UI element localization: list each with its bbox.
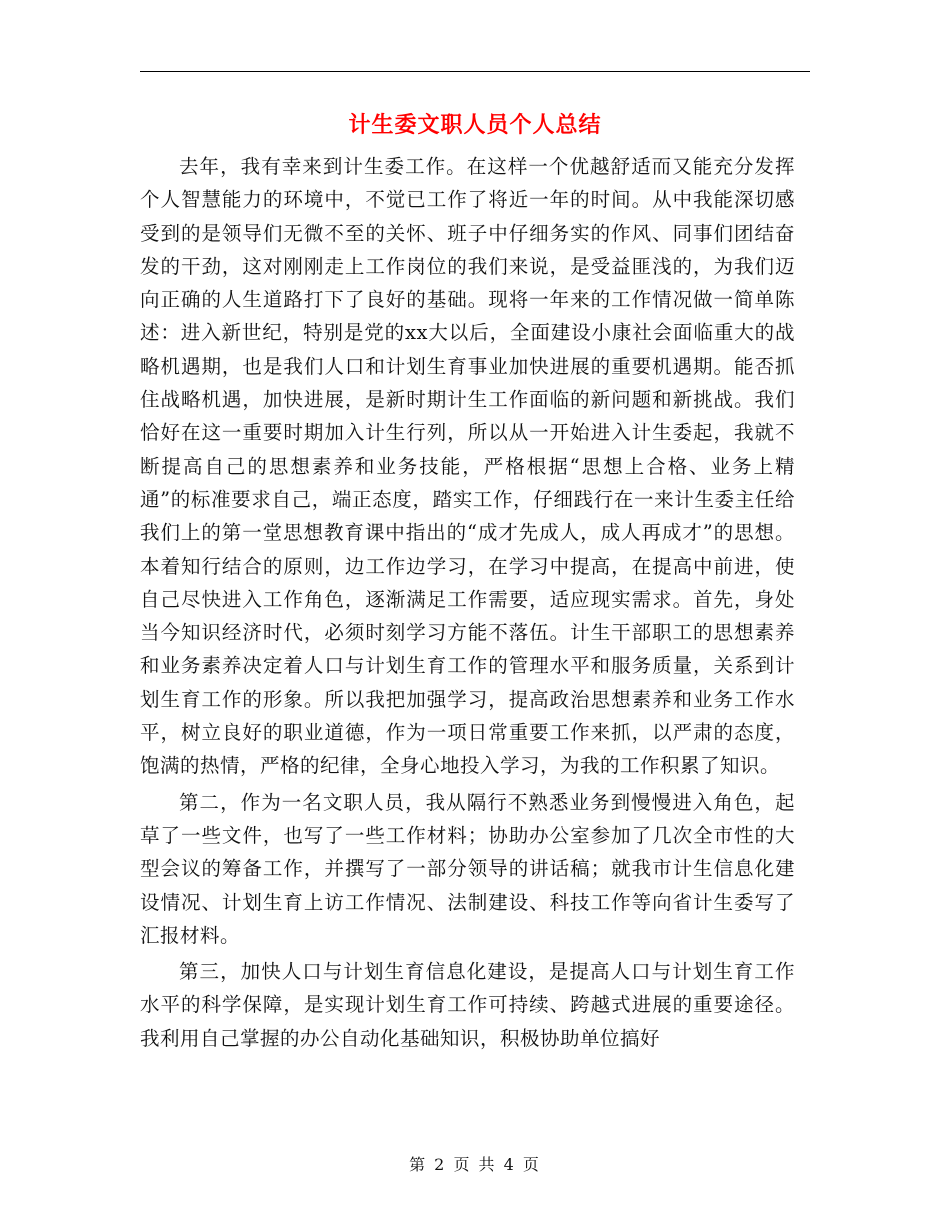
paragraph-3: 第三，加快人口与计划生育信息化建设，是提高人口与计划生育工作水平的科学保障，是实现计划生育工作可持续、跨越式进展的重要途径。我利用自己掌握的办公自动化基础知识，积极协助单位搞好 xyxy=(140,960,795,1050)
paragraph-1: 去年，我有幸来到计生委工作。在这样一个优越舒适而又能充分发挥个人智慧能力的环境中，不觉已工作了将近一年的时间。从中我能深切感受到的是领导们无微不至的关怀、班子中仔细务实的作风、同事们团结奋发的干劲，这对刚刚走上工作岗位的我们来说，是受益匪浅的，为我们迈向正确的人生道路打下了良好的基础。现将一年来的工作情况做一简单陈述：进入新世纪，特别是党的xx大以后，全面建设小康社会面临重大的战略机遇期，也是我们人口和计划生育事业加快进展的重要机遇期。能否抓住战略机遇，加快进展，是新时期计生工作面临的新问题和新挑战。我们恰好在这一重要时期加入计生行列，所以从一开始进入计生委起，我就不断提高自己的思想素养和业务技能，严格根据“思想上合格、业务上精通”的标准要求自己，端正态度，踏实工作，仔细践行在一来计生委主任给我们上的第一堂思想教育课中指出的“成才先成人，成人再成才”的思想。本着知行结合的原则，边工作边学习，在学习中提高，在提高中前进，使自己尽快进入工作角色，逐渐满足工作需要，适应现实需求。首先，身处当今知识经济时代，必须时刻学习方能不落伍。计生干部职工的思想素养和业务素养决定着人口与计划生育工作的管理水平和服务质量，关系到计划生育工作的形象。所以我把加强学习，提高政治思想素养和业务工作水平，树立良好的职业道德，作为一项日常重要工作来抓，以严肃的态度，饱满的热情，严格的纪律，全身心地投入学习，为我的工作积累了知识。 xyxy=(140,155,795,778)
header-rule xyxy=(140,71,810,72)
page-number: 第 2 页 共 4 页 xyxy=(409,1155,541,1174)
document-title: 计生委文职人员个人总结 xyxy=(348,112,602,138)
paragraph-2: 第二，作为一名文职人员，我从隔行不熟悉业务到慢慢进入角色，起草了一些文件，也写了一些工作材料；协助办公室参加了几次全市性的大型会议的筹备工作，并撰写了一部分领导的讲话稿；就我市计生信息化建设情况、计划生育上访工作情况、法制建设、科技工作等向省计生委写了汇报材料。 xyxy=(140,790,795,947)
document-body xyxy=(140,150,795,1055)
